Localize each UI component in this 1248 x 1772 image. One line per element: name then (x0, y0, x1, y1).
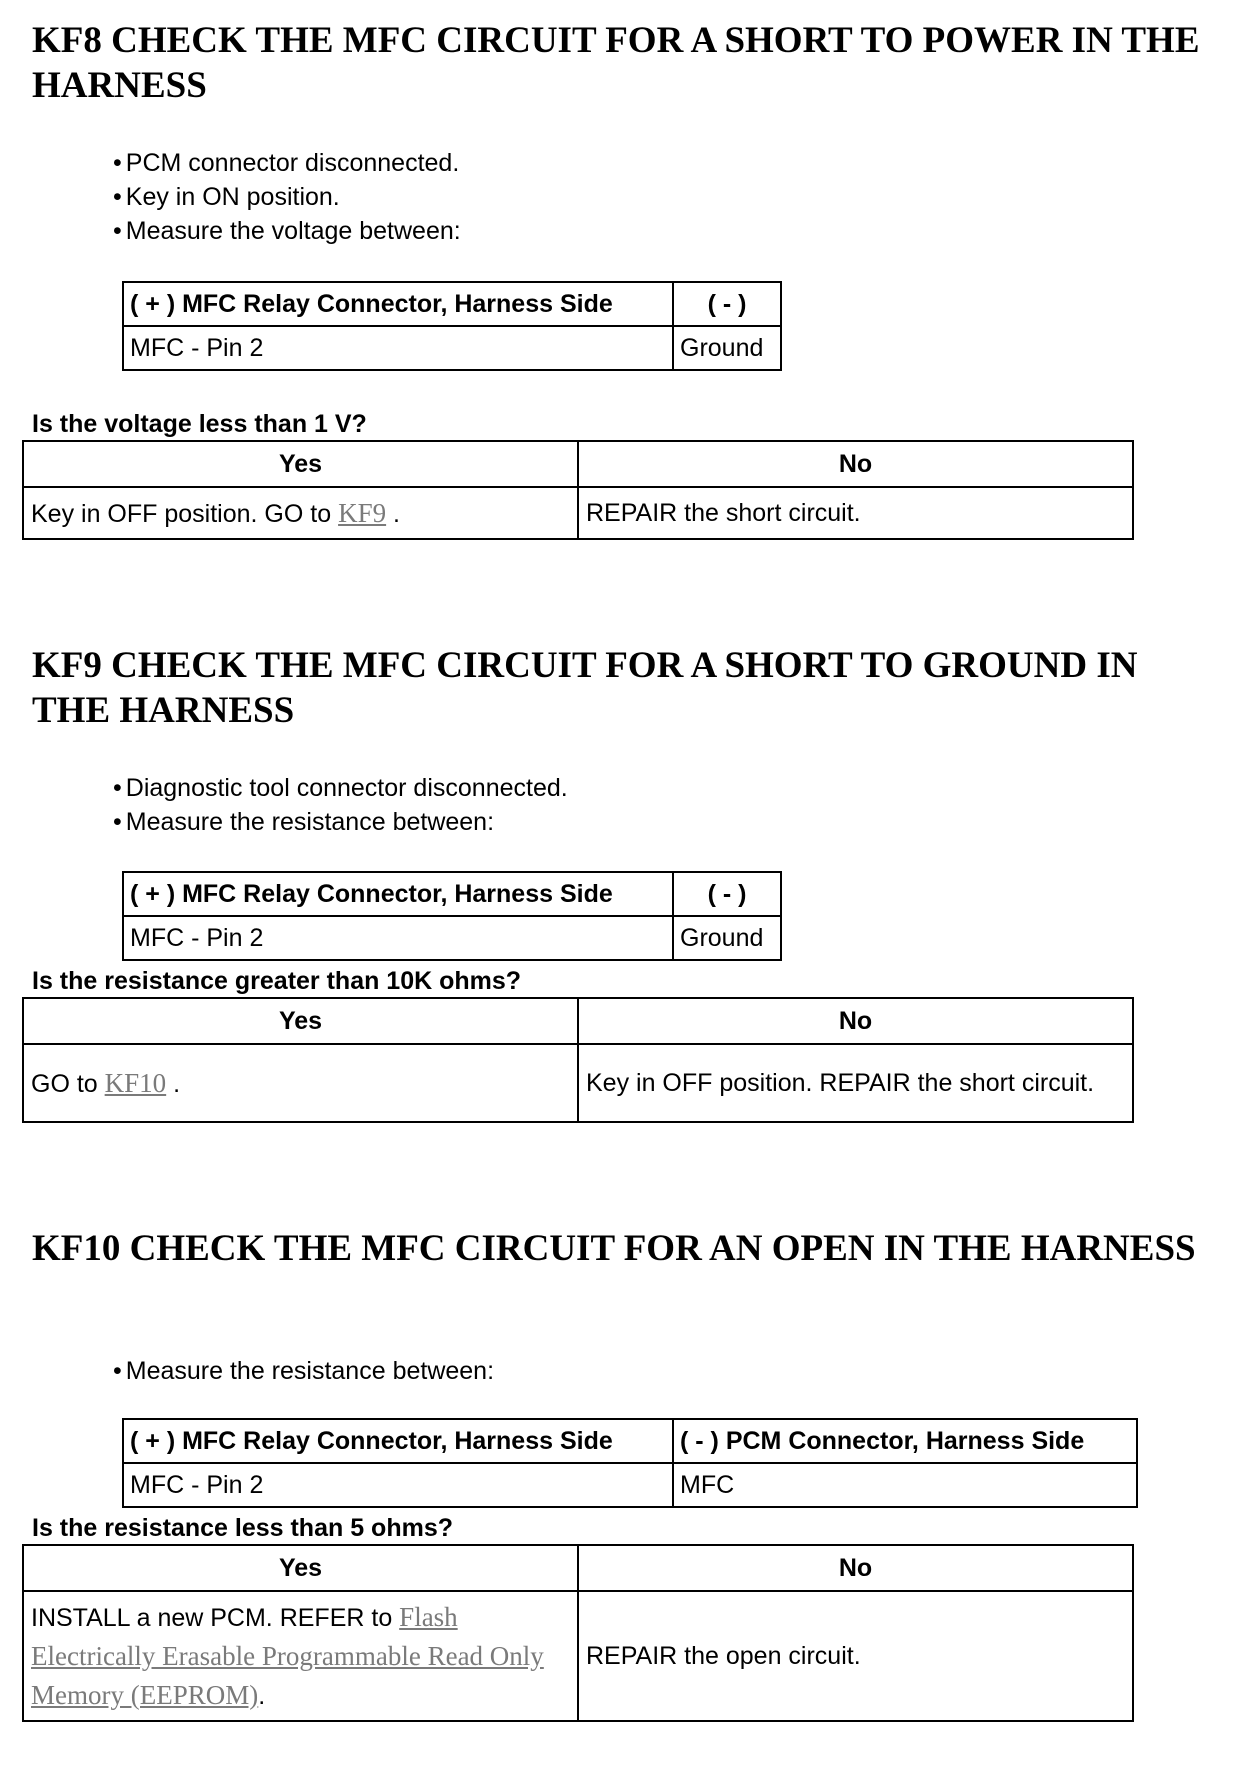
measure-header-minus: ( - ) (673, 872, 781, 916)
yes-cell (23, 1591, 578, 1721)
kf9-question: Is the resistance greater than 10K ohms? (32, 967, 522, 995)
list-item: • Key in ON position. (113, 180, 461, 214)
kf10-measure-table (122, 1418, 1138, 1508)
list-item: • Measure the resistance between: (113, 1354, 494, 1388)
yes-text: INSTALL a new PCM. REFER to (31, 1603, 393, 1632)
yes-text: GO to (31, 1069, 98, 1098)
measure-cell-plus: MFC - Pin 2 (123, 326, 673, 370)
kf8-answer-table (22, 440, 1134, 540)
no-cell: REPAIR the open circuit. (578, 1591, 1133, 1721)
eeprom-link[interactable]: Flash Electrically Erasable Programmable Read Only Memory (EEPROM) (31, 1601, 544, 1710)
no-header: No (578, 441, 1133, 487)
measure-header-minus: ( - ) PCM Connector, Harness Side (673, 1419, 1137, 1463)
yes-cell (23, 1044, 578, 1122)
measure-header-plus: ( + ) MFC Relay Connector, Harness Side (123, 282, 673, 326)
kf10-question: Is the resistance less than 5 ohms? (32, 1514, 453, 1542)
yes-header: Yes (23, 998, 578, 1044)
no-header: No (578, 1545, 1133, 1591)
yes-cell (23, 487, 578, 539)
kf10-answer-table (22, 1544, 1134, 1722)
measure-cell-minus: Ground (673, 916, 781, 960)
kf9-bullet-list (113, 771, 568, 839)
kf9-measure-table (122, 871, 782, 961)
kf8-measure-table (122, 281, 782, 371)
kf8-bullet-list (113, 146, 461, 248)
no-cell: Key in OFF position. REPAIR the short circuit. (578, 1044, 1133, 1122)
measure-cell-minus: MFC (673, 1463, 1137, 1507)
yes-suffix: . (173, 1069, 181, 1098)
kf9-heading: KF9 CHECK THE MFC CIRCUIT FOR A SHORT TO GROUND IN THE HARNESS (32, 645, 1138, 731)
kf8-heading: KF8 CHECK THE MFC CIRCUIT FOR A SHORT TO POWER IN THE HARNESS (32, 20, 1200, 106)
kf9-answer-table (22, 997, 1134, 1123)
kf10-heading: KF10 CHECK THE MFC CIRCUIT FOR AN OPEN IN THE HARNESS (32, 1228, 1196, 1269)
kf9-link[interactable]: KF9 (338, 497, 387, 528)
no-header: No (578, 998, 1133, 1044)
yes-suffix: . (393, 499, 400, 528)
kf10-link[interactable]: KF10 (104, 1067, 167, 1098)
yes-header: Yes (23, 441, 578, 487)
kf10-bullet-list (113, 1354, 494, 1388)
list-item: • Diagnostic tool connector disconnected. (113, 771, 568, 805)
list-item: • Measure the resistance between: (113, 805, 568, 839)
no-cell: REPAIR the short circuit. (578, 487, 1133, 539)
measure-header-minus: ( - ) (673, 282, 781, 326)
measure-header-plus: ( + ) MFC Relay Connector, Harness Side (123, 1419, 673, 1463)
measure-cell-plus: MFC - Pin 2 (123, 1463, 673, 1507)
list-item: • PCM connector disconnected. (113, 146, 461, 180)
measure-cell-minus: Ground (673, 326, 781, 370)
yes-header: Yes (23, 1545, 578, 1591)
yes-text: Key in OFF position. GO to (31, 499, 332, 528)
measure-cell-plus: MFC - Pin 2 (123, 916, 673, 960)
yes-suffix: . (258, 1681, 266, 1710)
list-item: • Measure the voltage between: (113, 214, 461, 248)
measure-header-plus: ( + ) MFC Relay Connector, Harness Side (123, 872, 673, 916)
kf8-question: Is the voltage less than 1 V? (32, 410, 367, 438)
